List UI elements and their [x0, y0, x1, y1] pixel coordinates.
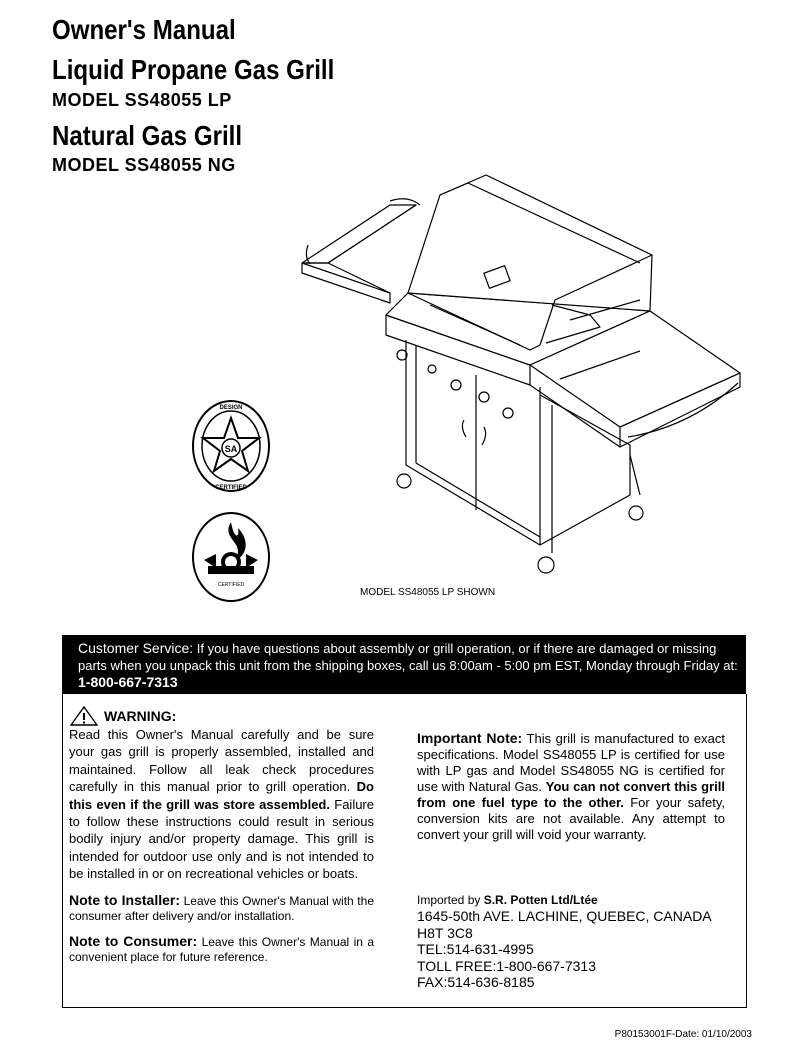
- importer-company: S.R. Potten Ltd/Ltée: [483, 893, 598, 907]
- importer-tel: TEL:514-631-4995: [417, 941, 534, 958]
- imported-by-label: Imported by: [417, 893, 484, 907]
- warning-text-bold: Do this even if the grill was store assembled.: [69, 779, 374, 812]
- seal-center-text: SA: [224, 444, 238, 454]
- importer-address-1: 1645-50th AVE. LACHINE, QUEBEC, CANADA: [417, 908, 712, 925]
- warning-icon: [70, 706, 98, 726]
- important-note-text-1: This grill is manufactured to exact specifications. Model SS48055 LP is certified for use with LP gas and Model SS48055 NG is certified for use with Natural Gas.: [417, 731, 725, 794]
- customer-service-label: Customer Service:: [78, 640, 194, 656]
- figure-caption: MODEL SS48055 LP SHOWN: [360, 587, 496, 598]
- design-certified-seal: [190, 398, 272, 498]
- consumer-note: [69, 934, 374, 965]
- important-note: [417, 730, 725, 843]
- warning-paragraph: [69, 726, 374, 883]
- warning-label: WARNING:: [104, 708, 177, 724]
- flame-certified-seal: [190, 510, 272, 605]
- importer-fax: FAX:514-636-8185: [417, 974, 535, 991]
- customer-service-text: If you have questions about assembly or grill operation, or if there are damaged or missing parts when you unpack this unit from the shipping boxes, call us 8:00am - 5:00 pm EST, Monday through Friday at:: [78, 641, 738, 673]
- lp-model-number: MODEL SS48055 LP: [52, 90, 232, 110]
- seal-bottom-text: CERTIFIED: [215, 485, 247, 491]
- ng-grill-title: Natural Gas Grill: [52, 120, 243, 151]
- importer-toll-free: TOLL FREE:1-800-667-7313: [417, 957, 596, 974]
- warning-column: [69, 726, 374, 965]
- warning-heading: [70, 706, 176, 726]
- ng-model-number: MODEL SS48055 NG: [52, 155, 236, 175]
- warning-text-end: Failure to follow these instructions could result in serious bodily injury and/or property damage. This grill is intended for outdoor use only and is not intended to be installed in or on recreational vehicles or boats.: [69, 796, 374, 882]
- manual-title: Owner's Manual: [52, 14, 236, 45]
- warning-text-start: Read this Owner's Manual carefully and be sure your gas grill is properly assembled, installed and maintained. Follow all leak check procedures carefully in this manual prior to grill operation.: [69, 727, 374, 795]
- document-id: P80153001F-Date: 01/10/2003: [614, 1029, 752, 1040]
- important-note-label: Important Note:: [417, 730, 523, 746]
- installer-note: [69, 893, 374, 924]
- installer-note-label: Note to Installer:: [69, 891, 180, 908]
- customer-service-banner: [62, 635, 746, 694]
- seal-top-text: DESIGN: [219, 405, 243, 411]
- important-note-text-2: For your safety, conversion kits are not available. Any attempt to convert your grill will void your warranty.: [417, 795, 725, 842]
- important-note-column: [417, 730, 725, 843]
- consumer-note-text: Leave this Owner's Manual in a convenient place for future reference.: [69, 934, 374, 964]
- importer-address-2: H8T 3C8: [417, 924, 473, 941]
- consumer-note-label: Note to Consumer:: [69, 932, 198, 949]
- important-note-bold: You can not convert this grill from one fuel type to the other.: [417, 779, 725, 810]
- installer-note-text: Leave this Owner's Manual with the consumer after delivery and/or installation.: [69, 893, 374, 923]
- flame-seal-text: CERTIFIED: [217, 582, 245, 588]
- lp-grill-title: Liquid Propane Gas Grill: [52, 54, 335, 85]
- grill-illustration: [290, 165, 750, 585]
- customer-service-phone: 1-800-667-7313: [78, 674, 178, 690]
- importer-info: [417, 891, 737, 990]
